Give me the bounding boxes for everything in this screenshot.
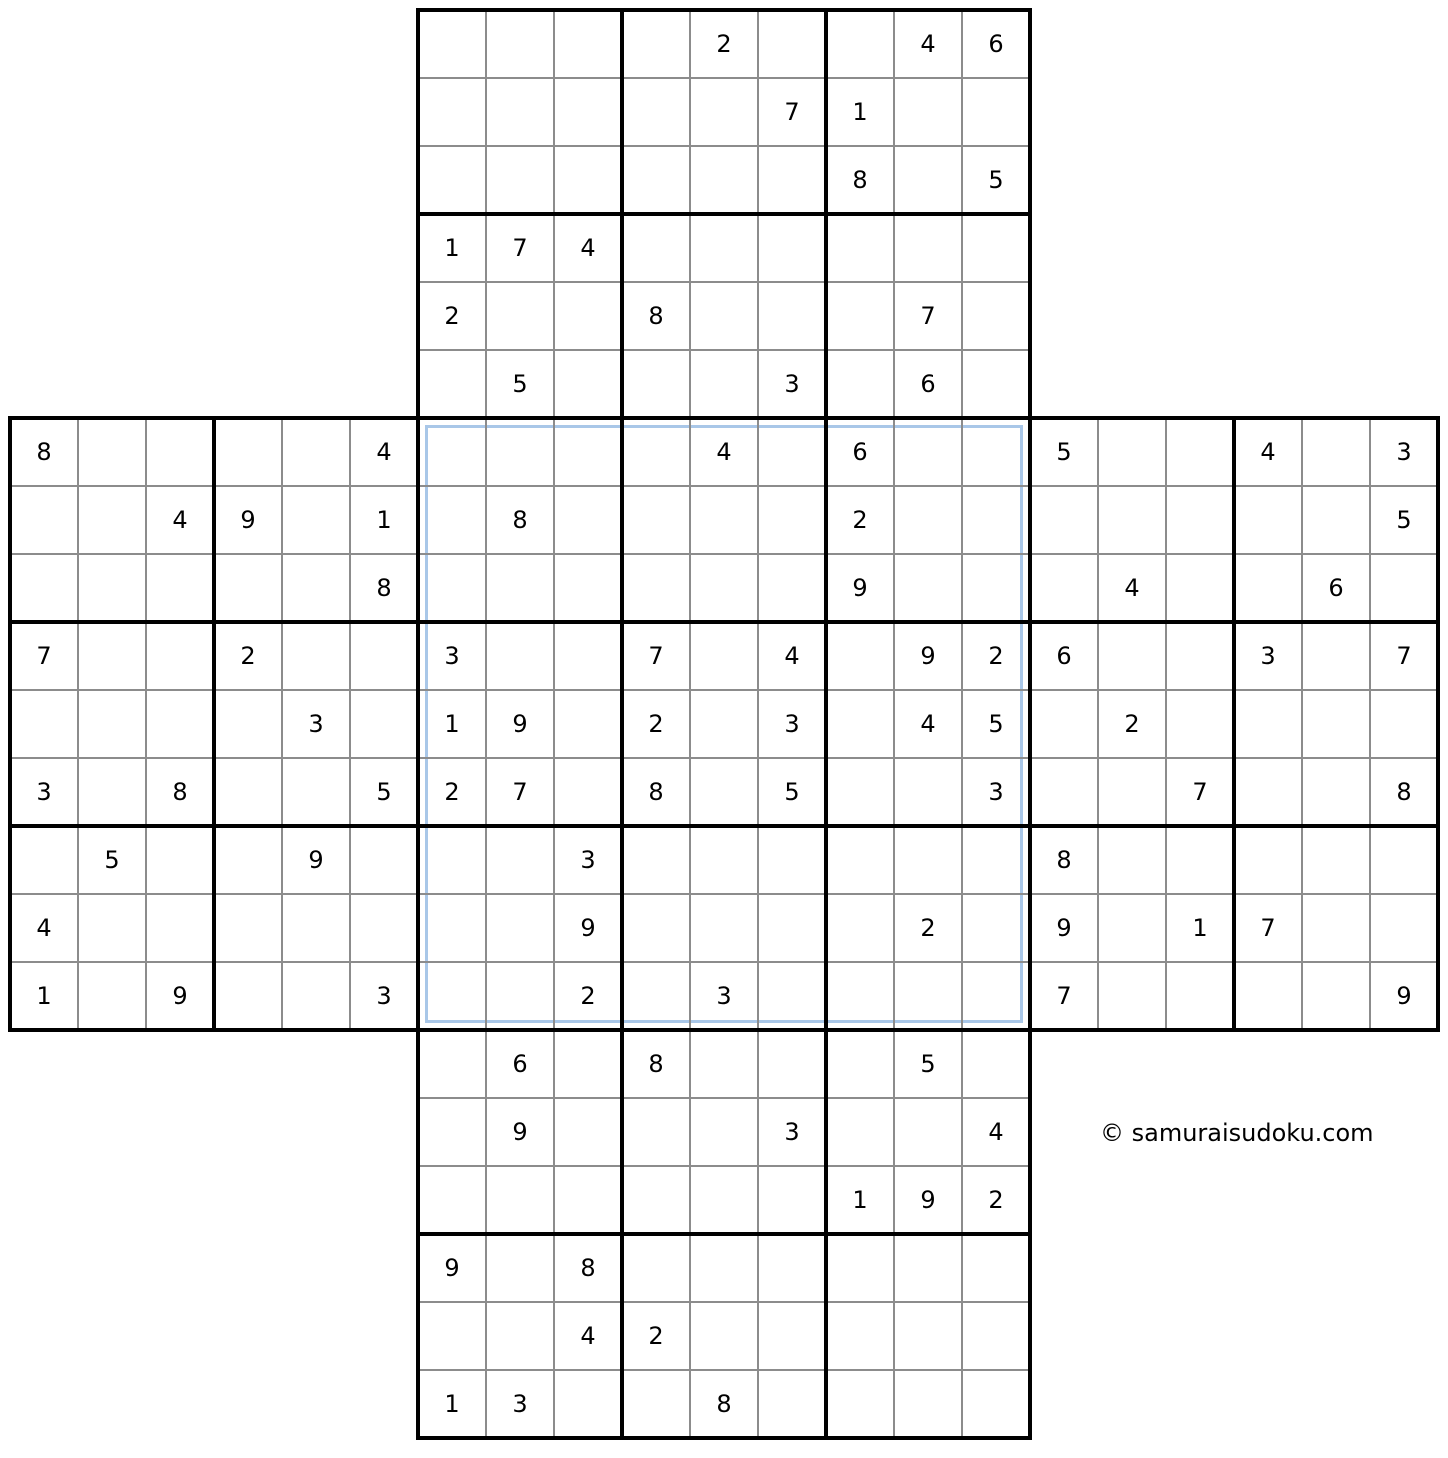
sudoku-cell-r13-c9[interactable]: 3 [580, 846, 596, 874]
sudoku-cell-r10-c6[interactable] [350, 622, 418, 690]
sudoku-cell-r11-c8[interactable]: 9 [512, 710, 528, 738]
sudoku-cell-r9-c18[interactable] [1166, 554, 1234, 622]
sudoku-cell-r17-c15[interactable]: 4 [988, 1118, 1004, 1146]
sudoku-cell-r9-c16[interactable] [1030, 554, 1098, 622]
sudoku-cell-r5-c10[interactable]: 8 [648, 302, 664, 330]
grid-line [1301, 416, 1303, 1032]
sudoku-cell-r12-c20[interactable] [1302, 758, 1370, 826]
sudoku-cell-r6-c9[interactable] [554, 350, 622, 418]
sudoku-cell-r1-c10[interactable] [622, 10, 690, 78]
sudoku-cell-r12-c2[interactable] [78, 758, 146, 826]
grid-line [824, 553, 1440, 555]
grid-line [8, 416, 12, 1032]
sudoku-cell-r4-c12[interactable] [758, 214, 826, 282]
sudoku-cell-r18-c9[interactable] [554, 1166, 622, 1234]
grid-line [824, 620, 1440, 624]
sudoku-cell-r7-c6[interactable]: 4 [376, 438, 392, 466]
grid-line [212, 416, 216, 1032]
sudoku-cell-r8-c19[interactable] [1234, 486, 1302, 554]
sudoku-cell-r20-c11[interactable] [690, 1302, 758, 1370]
sudoku-cell-r19-c9[interactable]: 8 [580, 1254, 596, 1282]
sudoku-cell-r10-c5[interactable] [282, 622, 350, 690]
sudoku-cell-r21-c10[interactable] [622, 1370, 690, 1438]
sudoku-cell-r14-c4[interactable] [214, 894, 282, 962]
sudoku-cell-r11-c10[interactable]: 2 [648, 710, 664, 738]
sudoku-cell-r6-c13[interactable] [826, 350, 894, 418]
sudoku-cell-r11-c17[interactable]: 2 [1124, 710, 1140, 738]
sudoku-cell-r16-c11[interactable] [690, 1030, 758, 1098]
sudoku-cell-r2-c8[interactable] [486, 78, 554, 146]
sudoku-cell-r7-c19[interactable]: 4 [1260, 438, 1276, 466]
sudoku-cell-r15-c11[interactable]: 3 [716, 982, 732, 1010]
sudoku-cell-r8-c4[interactable]: 9 [240, 506, 256, 534]
sudoku-cell-r6-c11[interactable] [690, 350, 758, 418]
sudoku-cell-r10-c16[interactable]: 6 [1056, 642, 1072, 670]
sudoku-cell-r5-c12[interactable] [758, 282, 826, 350]
grid-line [416, 824, 420, 1440]
sudoku-cell-r8-c17[interactable] [1098, 486, 1166, 554]
sudoku-cell-r18-c11[interactable] [690, 1166, 758, 1234]
sudoku-cell-r6-c15[interactable] [962, 350, 1030, 418]
sudoku-cell-r9-c17[interactable]: 4 [1124, 574, 1140, 602]
sudoku-cell-r17-c12[interactable]: 3 [784, 1118, 800, 1146]
sudoku-cell-r12-c21[interactable]: 8 [1396, 778, 1412, 806]
grid-line [553, 824, 555, 1440]
sudoku-cell-r7-c2[interactable] [78, 418, 146, 486]
sudoku-cell-r7-c4[interactable] [214, 418, 282, 486]
sudoku-cell-r5-c9[interactable] [554, 282, 622, 350]
sudoku-cell-r19-c11[interactable] [690, 1234, 758, 1302]
sudoku-cell-r21-c12[interactable] [758, 1370, 826, 1438]
grid-line [416, 1369, 1032, 1371]
sudoku-cell-r15-c1[interactable]: 1 [36, 982, 52, 1010]
sudoku-cell-r5-c8[interactable] [486, 282, 554, 350]
sudoku-cell-r1-c15[interactable]: 6 [988, 30, 1004, 58]
sudoku-cell-r18-c13[interactable]: 1 [852, 1186, 868, 1214]
sudoku-cell-r8-c13[interactable]: 2 [852, 506, 868, 534]
sudoku-cell-r11-c7[interactable]: 1 [444, 710, 460, 738]
grid-line [824, 485, 1440, 487]
sudoku-cell-r11-c5[interactable]: 3 [308, 710, 324, 738]
sudoku-cell-r10-c18[interactable] [1166, 622, 1234, 690]
grid-line [961, 824, 963, 1440]
sudoku-cell-r6-c8[interactable]: 5 [512, 370, 528, 398]
sudoku-cell-r12-c1[interactable]: 3 [36, 778, 52, 806]
sudoku-cell-r19-c15[interactable] [962, 1234, 1030, 1302]
sudoku-cell-r7-c13[interactable]: 6 [852, 438, 868, 466]
sudoku-cell-r13-c6[interactable] [350, 826, 418, 894]
sudoku-cell-r8-c21[interactable]: 5 [1396, 506, 1412, 534]
grid-line [1369, 416, 1371, 1032]
sudoku-cell-r9-c6[interactable]: 8 [376, 574, 392, 602]
sudoku-cell-r17-c9[interactable] [554, 1098, 622, 1166]
sudoku-cell-r13-c2[interactable]: 5 [104, 846, 120, 874]
sudoku-cell-r21-c15[interactable] [962, 1370, 1030, 1438]
sudoku-cell-r9-c19[interactable] [1234, 554, 1302, 622]
sudoku-cell-r7-c5[interactable] [282, 418, 350, 486]
sudoku-cell-r10-c10[interactable]: 7 [648, 642, 664, 670]
grid-line [757, 824, 759, 1440]
grid-line [1097, 416, 1099, 1032]
sudoku-cell-r8-c18[interactable] [1166, 486, 1234, 554]
sudoku-cell-r14-c16[interactable]: 9 [1056, 914, 1072, 942]
grid-line [893, 824, 895, 1440]
sudoku-cell-r13-c3[interactable] [146, 826, 214, 894]
grid-line [416, 1165, 1032, 1167]
sudoku-cell-r3-c13[interactable]: 8 [852, 166, 868, 194]
sudoku-cell-r4-c9[interactable]: 4 [580, 234, 596, 262]
sudoku-cell-r13-c4[interactable] [214, 826, 282, 894]
sudoku-cell-r18-c12[interactable] [758, 1166, 826, 1234]
sudoku-cell-r1-c13[interactable] [826, 10, 894, 78]
sudoku-cell-r15-c9[interactable]: 2 [580, 982, 596, 1010]
sudoku-cell-r10-c19[interactable]: 3 [1260, 642, 1276, 670]
sudoku-cell-r9-c20[interactable]: 6 [1328, 574, 1344, 602]
sudoku-cell-r20-c15[interactable] [962, 1302, 1030, 1370]
sudoku-cell-r1-c8[interactable] [486, 10, 554, 78]
sudoku-cell-r10-c1[interactable]: 7 [36, 642, 52, 670]
sudoku-cell-r18-c8[interactable] [486, 1166, 554, 1234]
grid-line [145, 416, 147, 1032]
sudoku-cell-r11-c21[interactable] [1370, 690, 1438, 758]
sudoku-cell-r21-c14[interactable] [894, 1370, 962, 1438]
grid-line [416, 281, 1032, 283]
sudoku-cell-r20-c14[interactable] [894, 1302, 962, 1370]
sudoku-cell-r6-c7[interactable] [418, 350, 486, 418]
sudoku-cell-r6-c14[interactable]: 6 [920, 370, 936, 398]
sudoku-cell-r8-c8[interactable]: 8 [512, 506, 528, 534]
grid-line [1165, 416, 1167, 1032]
sudoku-cell-r20-c9[interactable]: 4 [580, 1322, 596, 1350]
sudoku-cell-r15-c2[interactable] [78, 962, 146, 1030]
sudoku-cell-r12-c3[interactable]: 8 [172, 778, 188, 806]
sudoku-cell-r13-c18[interactable] [1166, 826, 1234, 894]
sudoku-cell-r3-c9[interactable] [554, 146, 622, 214]
sudoku-cell-r21-c13[interactable] [826, 1370, 894, 1438]
sudoku-cell-r18-c7[interactable] [418, 1166, 486, 1234]
sudoku-cell-r11-c15[interactable]: 5 [988, 710, 1004, 738]
sudoku-cell-r15-c5[interactable] [282, 962, 350, 1030]
sudoku-cell-r10-c3[interactable] [146, 622, 214, 690]
sudoku-cell-r5-c11[interactable] [690, 282, 758, 350]
sudoku-cell-r7-c20[interactable] [1302, 418, 1370, 486]
sudoku-cell-r5-c15[interactable] [962, 282, 1030, 350]
sudoku-cell-r9-c3[interactable] [146, 554, 214, 622]
sudoku-cell-r14-c9[interactable]: 9 [580, 914, 596, 942]
sudoku-cell-r11-c14[interactable]: 4 [920, 710, 936, 738]
sudoku-cell-r2-c7[interactable] [418, 78, 486, 146]
sudoku-cell-r7-c11[interactable]: 4 [716, 438, 732, 466]
grid-line [689, 824, 691, 1440]
sudoku-cell-r7-c18[interactable] [1166, 418, 1234, 486]
grid-line [281, 416, 283, 1032]
sudoku-cell-r1-c12[interactable] [758, 10, 826, 78]
sudoku-cell-r12-c7[interactable]: 2 [444, 778, 460, 806]
grid-line [824, 416, 1440, 420]
grid-line [416, 961, 1032, 963]
sudoku-cell-r19-c7[interactable]: 9 [444, 1254, 460, 1282]
sudoku-cell-r4-c10[interactable] [622, 214, 690, 282]
sudoku-cell-r14-c5[interactable] [282, 894, 350, 962]
sudoku-cell-r19-c8[interactable] [486, 1234, 554, 1302]
sudoku-cell-r10-c2[interactable] [78, 622, 146, 690]
sudoku-cell-r11-c20[interactable] [1302, 690, 1370, 758]
sudoku-cell-r17-c7[interactable] [418, 1098, 486, 1166]
sudoku-cell-r12-c18[interactable]: 7 [1192, 778, 1208, 806]
sudoku-cell-r13-c17[interactable] [1098, 826, 1166, 894]
sudoku-cell-r15-c21[interactable]: 9 [1396, 982, 1412, 1010]
sudoku-cell-r15-c16[interactable]: 7 [1056, 982, 1072, 1010]
sudoku-cell-r11-c12[interactable]: 3 [784, 710, 800, 738]
sudoku-cell-r19-c12[interactable] [758, 1234, 826, 1302]
sudoku-cell-r8-c16[interactable] [1030, 486, 1098, 554]
sudoku-cell-r20-c7[interactable] [418, 1302, 486, 1370]
sudoku-cell-r9-c5[interactable] [282, 554, 350, 622]
sudoku-cell-r7-c21[interactable]: 3 [1396, 438, 1412, 466]
sudoku-cell-r9-c21[interactable] [1370, 554, 1438, 622]
sudoku-cell-r2-c15[interactable] [962, 78, 1030, 146]
sudoku-cell-r12-c4[interactable] [214, 758, 282, 826]
grid-line [416, 824, 1032, 828]
sudoku-cell-r14-c20[interactable] [1302, 894, 1370, 962]
sudoku-cell-r4-c7[interactable]: 1 [444, 234, 460, 262]
grid-line [824, 824, 828, 1440]
sudoku-cell-r9-c2[interactable] [78, 554, 146, 622]
sudoku-cell-r14-c18[interactable]: 1 [1192, 914, 1208, 942]
sudoku-cell-r11-c3[interactable] [146, 690, 214, 758]
sudoku-cell-r8-c20[interactable] [1302, 486, 1370, 554]
sudoku-cell-r20-c10[interactable]: 2 [648, 1322, 664, 1350]
sudoku-cell-r16-c14[interactable]: 5 [920, 1050, 936, 1078]
sudoku-cell-r10-c20[interactable] [1302, 622, 1370, 690]
sudoku-cell-r17-c10[interactable] [622, 1098, 690, 1166]
sudoku-cell-r19-c14[interactable] [894, 1234, 962, 1302]
sudoku-cell-r21-c7[interactable]: 1 [444, 1390, 460, 1418]
sudoku-cell-r3-c14[interactable] [894, 146, 962, 214]
sudoku-cell-r7-c16[interactable]: 5 [1056, 438, 1072, 466]
grid-line [824, 757, 1440, 759]
sudoku-cell-r2-c9[interactable] [554, 78, 622, 146]
sudoku-cell-r12-c10[interactable]: 8 [648, 778, 664, 806]
sudoku-cell-r17-c14[interactable] [894, 1098, 962, 1166]
sudoku-cell-r10-c17[interactable] [1098, 622, 1166, 690]
sudoku-cell-r8-c6[interactable]: 1 [376, 506, 392, 534]
sudoku-cell-r17-c8[interactable]: 9 [512, 1118, 528, 1146]
sudoku-cell-r13-c16[interactable]: 8 [1056, 846, 1072, 874]
sudoku-cell-r11-c1[interactable] [10, 690, 78, 758]
sudoku-cell-r3-c7[interactable] [418, 146, 486, 214]
sudoku-cell-r14-c17[interactable] [1098, 894, 1166, 962]
sudoku-cell-r14-c19[interactable]: 7 [1260, 914, 1276, 942]
sudoku-cell-r13-c21[interactable] [1370, 826, 1438, 894]
grid-line [416, 893, 1032, 895]
sudoku-cell-r4-c14[interactable] [894, 214, 962, 282]
sudoku-cell-r9-c13[interactable]: 9 [852, 574, 868, 602]
grid-line [1436, 416, 1440, 1032]
sudoku-cell-r5-c14[interactable]: 7 [920, 302, 936, 330]
grid-line [416, 212, 1032, 216]
sudoku-cell-r15-c18[interactable] [1166, 962, 1234, 1030]
sudoku-cell-r4-c13[interactable] [826, 214, 894, 282]
sudoku-cell-r15-c4[interactable] [214, 962, 282, 1030]
sudoku-cell-r21-c11[interactable]: 8 [716, 1390, 732, 1418]
sudoku-cell-r1-c9[interactable] [554, 10, 622, 78]
sudoku-cell-r21-c9[interactable] [554, 1370, 622, 1438]
sudoku-cell-r11-c6[interactable] [350, 690, 418, 758]
sudoku-cell-r15-c6[interactable]: 3 [376, 982, 392, 1010]
sudoku-cell-r16-c15[interactable] [962, 1030, 1030, 1098]
sudoku-cell-r8-c1[interactable] [10, 486, 78, 554]
sudoku-cell-r14-c21[interactable] [1370, 894, 1438, 962]
sudoku-cell-r18-c15[interactable]: 2 [988, 1186, 1004, 1214]
sudoku-cell-r16-c7[interactable] [418, 1030, 486, 1098]
sudoku-cell-r10-c21[interactable]: 7 [1396, 642, 1412, 670]
sudoku-cell-r2-c13[interactable]: 1 [852, 98, 868, 126]
grid-line [485, 824, 487, 1440]
sudoku-cell-r12-c12[interactable]: 5 [784, 778, 800, 806]
sudoku-cell-r16-c13[interactable] [826, 1030, 894, 1098]
sudoku-cell-r16-c9[interactable] [554, 1030, 622, 1098]
center-grid-highlight [425, 425, 1023, 1023]
sudoku-cell-r12-c15[interactable]: 3 [988, 778, 1004, 806]
sudoku-cell-r12-c16[interactable] [1030, 758, 1098, 826]
sudoku-cell-r16-c10[interactable]: 8 [648, 1050, 664, 1078]
copyright-text: © samuraisudoku.com [1100, 1119, 1374, 1147]
sudoku-cell-r17-c11[interactable] [690, 1098, 758, 1166]
sudoku-cell-r6-c10[interactable] [622, 350, 690, 418]
sudoku-cell-r7-c3[interactable] [146, 418, 214, 486]
sudoku-cell-r13-c19[interactable] [1234, 826, 1302, 894]
sudoku-cell-r6-c12[interactable]: 3 [784, 370, 800, 398]
sudoku-cell-r2-c10[interactable] [622, 78, 690, 146]
grid-line [416, 1436, 1032, 1440]
sudoku-cell-r21-c8[interactable]: 3 [512, 1390, 528, 1418]
sudoku-cell-r4-c15[interactable] [962, 214, 1030, 282]
sudoku-cell-r3-c11[interactable] [690, 146, 758, 214]
sudoku-cell-r3-c12[interactable] [758, 146, 826, 214]
sudoku-cell-r16-c8[interactable]: 6 [512, 1050, 528, 1078]
sudoku-cell-r1-c11[interactable]: 2 [716, 30, 732, 58]
sudoku-cell-r10-c12[interactable]: 4 [784, 642, 800, 670]
grid-line [1232, 416, 1236, 1032]
sudoku-cell-r20-c13[interactable] [826, 1302, 894, 1370]
sudoku-cell-r14-c3[interactable] [146, 894, 214, 962]
sudoku-cell-r20-c8[interactable] [486, 1302, 554, 1370]
sudoku-cell-r13-c20[interactable] [1302, 826, 1370, 894]
sudoku-cell-r10-c7[interactable]: 3 [444, 642, 460, 670]
sudoku-cell-r3-c15[interactable]: 5 [988, 166, 1004, 194]
sudoku-cell-r11-c4[interactable] [214, 690, 282, 758]
sudoku-cell-r11-c2[interactable] [78, 690, 146, 758]
sudoku-cell-r1-c14[interactable]: 4 [920, 30, 936, 58]
sudoku-cell-r12-c8[interactable]: 7 [512, 778, 528, 806]
sudoku-cell-r19-c10[interactable] [622, 1234, 690, 1302]
sudoku-cell-r14-c2[interactable] [78, 894, 146, 962]
grid-line [416, 145, 1032, 147]
sudoku-cell-r12-c6[interactable]: 5 [376, 778, 392, 806]
grid-line [824, 689, 1440, 691]
sudoku-cell-r11-c18[interactable] [1166, 690, 1234, 758]
sudoku-cell-r7-c1[interactable]: 8 [36, 438, 52, 466]
sudoku-cell-r13-c5[interactable]: 9 [308, 846, 324, 874]
sudoku-cell-r12-c5[interactable] [282, 758, 350, 826]
sudoku-cell-r8-c5[interactable] [282, 486, 350, 554]
sudoku-cell-r13-c1[interactable] [10, 826, 78, 894]
sudoku-cell-r12-c17[interactable] [1098, 758, 1166, 826]
sudoku-cell-r2-c11[interactable] [690, 78, 758, 146]
grid-line [416, 1232, 1032, 1236]
sudoku-cell-r7-c17[interactable] [1098, 418, 1166, 486]
sudoku-cell-r14-c1[interactable]: 4 [36, 914, 52, 942]
grid-line [416, 349, 1032, 351]
sudoku-cell-r18-c14[interactable]: 9 [920, 1186, 936, 1214]
sudoku-cell-r5-c13[interactable] [826, 282, 894, 350]
sudoku-cell-r12-c19[interactable] [1234, 758, 1302, 826]
sudoku-cell-r10-c4[interactable]: 2 [240, 642, 256, 670]
grid-line [349, 416, 351, 1032]
sudoku-cell-r11-c16[interactable] [1030, 690, 1098, 758]
sudoku-cell-r5-c7[interactable]: 2 [444, 302, 460, 330]
grid-line [416, 77, 1032, 79]
grid-line [416, 1028, 1032, 1032]
grid-line [77, 416, 79, 1032]
sudoku-cell-r15-c19[interactable] [1234, 962, 1302, 1030]
sudoku-cell-r2-c12[interactable]: 7 [784, 98, 800, 126]
sudoku-cell-r17-c13[interactable] [826, 1098, 894, 1166]
sudoku-cell-r20-c12[interactable] [758, 1302, 826, 1370]
sudoku-cell-r16-c12[interactable] [758, 1030, 826, 1098]
sudoku-cell-r4-c8[interactable]: 7 [512, 234, 528, 262]
sudoku-cell-r9-c1[interactable] [10, 554, 78, 622]
sudoku-cell-r9-c4[interactable] [214, 554, 282, 622]
sudoku-cell-r14-c6[interactable] [350, 894, 418, 962]
sudoku-cell-r3-c10[interactable] [622, 146, 690, 214]
sudoku-cell-r8-c2[interactable] [78, 486, 146, 554]
grid-line [416, 1301, 1032, 1303]
sudoku-cell-r3-c8[interactable] [486, 146, 554, 214]
grid-line [620, 824, 624, 1440]
sudoku-cell-r8-c3[interactable]: 4 [172, 506, 188, 534]
sudoku-cell-r11-c19[interactable] [1234, 690, 1302, 758]
sudoku-cell-r19-c13[interactable] [826, 1234, 894, 1302]
sudoku-cell-r4-c11[interactable] [690, 214, 758, 282]
grid-line [416, 1097, 1032, 1099]
sudoku-cell-r2-c14[interactable] [894, 78, 962, 146]
sudoku-cell-r15-c3[interactable]: 9 [172, 982, 188, 1010]
sudoku-cell-r18-c10[interactable] [622, 1166, 690, 1234]
sudoku-cell-r15-c20[interactable] [1302, 962, 1370, 1030]
sudoku-cell-r15-c17[interactable] [1098, 962, 1166, 1030]
sudoku-cell-r10-c14[interactable]: 9 [920, 642, 936, 670]
sudoku-cell-r14-c14[interactable]: 2 [920, 914, 936, 942]
grid-line [416, 8, 1032, 12]
sudoku-cell-r1-c7[interactable] [418, 10, 486, 78]
grid-line [1028, 824, 1032, 1440]
sudoku-cell-r10-c15[interactable]: 2 [988, 642, 1004, 670]
